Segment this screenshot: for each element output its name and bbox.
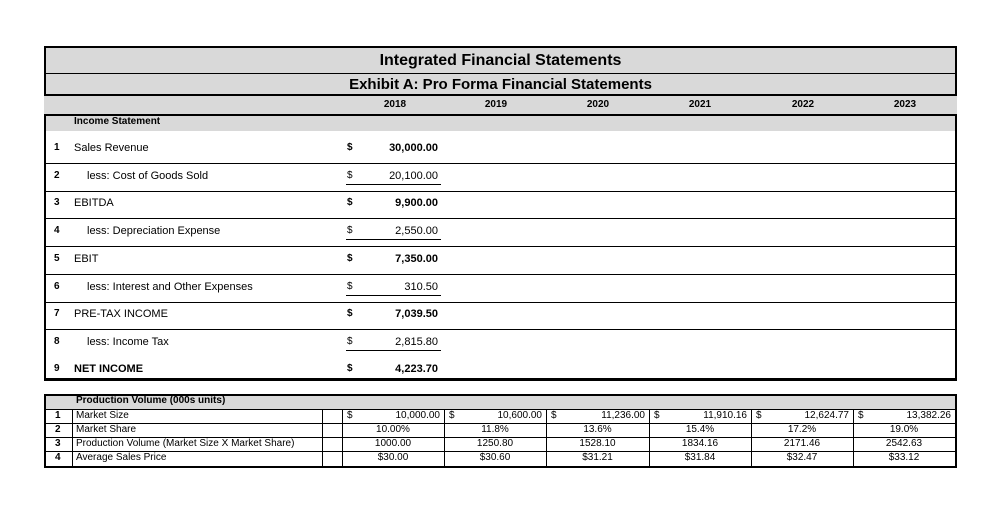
row-value: 20,100.00	[389, 170, 438, 182]
cell-2018: 10.00%	[376, 424, 410, 435]
currency-symbol: $	[449, 410, 455, 421]
cell-2023: 13,382.26	[906, 410, 951, 421]
table-row	[46, 423, 955, 437]
cell-2020: 11,236.00	[601, 410, 645, 421]
row-label: Market Size	[76, 410, 129, 421]
year-2021: 2021	[688, 99, 712, 110]
row-number: 1	[55, 410, 61, 421]
cell-2022: $32.47	[786, 452, 818, 463]
row-label: Market Share	[76, 424, 137, 435]
row-number: 7	[54, 308, 60, 319]
cell-2023: 19.0%	[889, 424, 919, 435]
cell-2020: 13.6%	[583, 424, 612, 435]
row-number: 8	[54, 336, 60, 347]
row-value: 30,000.00	[389, 142, 438, 154]
income-statement-label: Income Statement	[74, 116, 161, 127]
row-number: 3	[55, 438, 61, 449]
cell-2022: 17.2%	[787, 424, 817, 435]
year-2019: 2019	[484, 99, 508, 110]
row-label: Sales Revenue	[74, 142, 149, 154]
cell-2018: 1000.00	[374, 438, 412, 449]
row-label: less: Depreciation Expense	[87, 225, 221, 237]
currency-symbol: $	[347, 197, 353, 208]
table-row	[46, 437, 955, 451]
row-value: 2,815.80	[395, 336, 438, 348]
row-label: Average Sales Price	[76, 452, 167, 463]
table-row	[46, 164, 955, 192]
page-subtitle: Exhibit A: Pro Forma Financial Statements	[349, 76, 652, 93]
row-number: 4	[55, 452, 61, 463]
currency-symbol: $	[756, 410, 762, 421]
row-number: 4	[54, 225, 60, 236]
currency-symbol: $	[551, 410, 557, 421]
table-row	[46, 302, 955, 330]
row-label: PRE-TAX INCOME	[74, 308, 168, 320]
cell-2019: 10,600.00	[497, 410, 542, 421]
row-label: Production Volume (Market Size X Market Share)	[76, 438, 295, 449]
table-row	[46, 275, 955, 303]
row-label: less: Income Tax	[87, 336, 169, 348]
currency-symbol: $	[347, 253, 353, 264]
cell-2020: $31.21	[582, 452, 613, 463]
income-statement-header	[46, 116, 955, 131]
table-row	[46, 409, 955, 423]
currency-symbol: $	[347, 363, 353, 374]
row-label: EBITDA	[74, 197, 114, 209]
cell-2019: 11.8%	[481, 424, 509, 435]
cell-2022: 2171.46	[783, 438, 821, 449]
year-2023: 2023	[893, 99, 917, 110]
table-row	[46, 247, 955, 275]
row-label: less: Cost of Goods Sold	[87, 170, 209, 182]
row-label: less: Interest and Other Expenses	[87, 281, 253, 293]
year-2020: 2020	[586, 99, 610, 110]
cell-2021: $31.84	[684, 452, 716, 463]
row-value: 9,900.00	[395, 197, 438, 209]
title-divider	[46, 73, 955, 74]
currency-symbol: $	[347, 225, 353, 236]
table-row	[46, 219, 955, 247]
currency-symbol: $	[347, 308, 353, 319]
year-header-row	[44, 96, 957, 114]
cell-2022: 12,624.77	[804, 410, 849, 421]
row-number: 9	[54, 363, 60, 374]
table-row	[46, 357, 955, 379]
row-number: 3	[54, 197, 60, 208]
row-value: 4,223.70	[395, 363, 438, 375]
production-volume-header	[46, 396, 955, 409]
currency-symbol: $	[347, 410, 353, 421]
table-row	[46, 191, 955, 219]
currency-symbol: $	[347, 336, 353, 347]
cell-2020: 1528.10	[579, 438, 616, 449]
currency-symbol: $	[347, 170, 353, 181]
row-value: 7,350.00	[395, 253, 438, 265]
cell-2019: 1250.80	[476, 438, 514, 449]
cell-2018: $30.00	[377, 452, 409, 463]
cell-2021: 1834.16	[681, 438, 719, 449]
row-number: 6	[54, 281, 60, 292]
production-volume-label: Production Volume (000s units)	[76, 395, 226, 406]
currency-symbol: $	[858, 410, 864, 421]
row-label: EBIT	[74, 253, 99, 265]
cell-2021: 11,910.16	[703, 410, 747, 421]
row-value: 2,550.00	[395, 225, 438, 237]
table-row	[46, 330, 955, 358]
currency-symbol: $	[347, 142, 353, 153]
table-row	[46, 136, 955, 164]
row-number: 2	[55, 424, 61, 435]
row-value: 7,039.50	[395, 308, 438, 320]
row-number: 1	[54, 142, 60, 153]
cell-2018: 10,000.00	[395, 410, 440, 421]
currency-symbol: $	[347, 281, 353, 292]
year-2018: 2018	[383, 99, 407, 110]
row-number: 5	[54, 253, 60, 264]
cell-2021: 15.4%	[685, 424, 715, 435]
row-label: NET INCOME	[74, 363, 144, 375]
page-title: Integrated Financial Statements	[379, 52, 622, 69]
table-row	[46, 451, 955, 465]
title-block	[44, 46, 957, 96]
row-value: 310.50	[404, 281, 438, 293]
cell-2019: $30.60	[479, 452, 511, 463]
cell-2023: $33.12	[888, 452, 920, 463]
currency-symbol: $	[654, 410, 660, 421]
row-number: 2	[54, 170, 60, 181]
year-2022: 2022	[791, 99, 815, 110]
cell-2023: 2542.63	[885, 438, 923, 449]
